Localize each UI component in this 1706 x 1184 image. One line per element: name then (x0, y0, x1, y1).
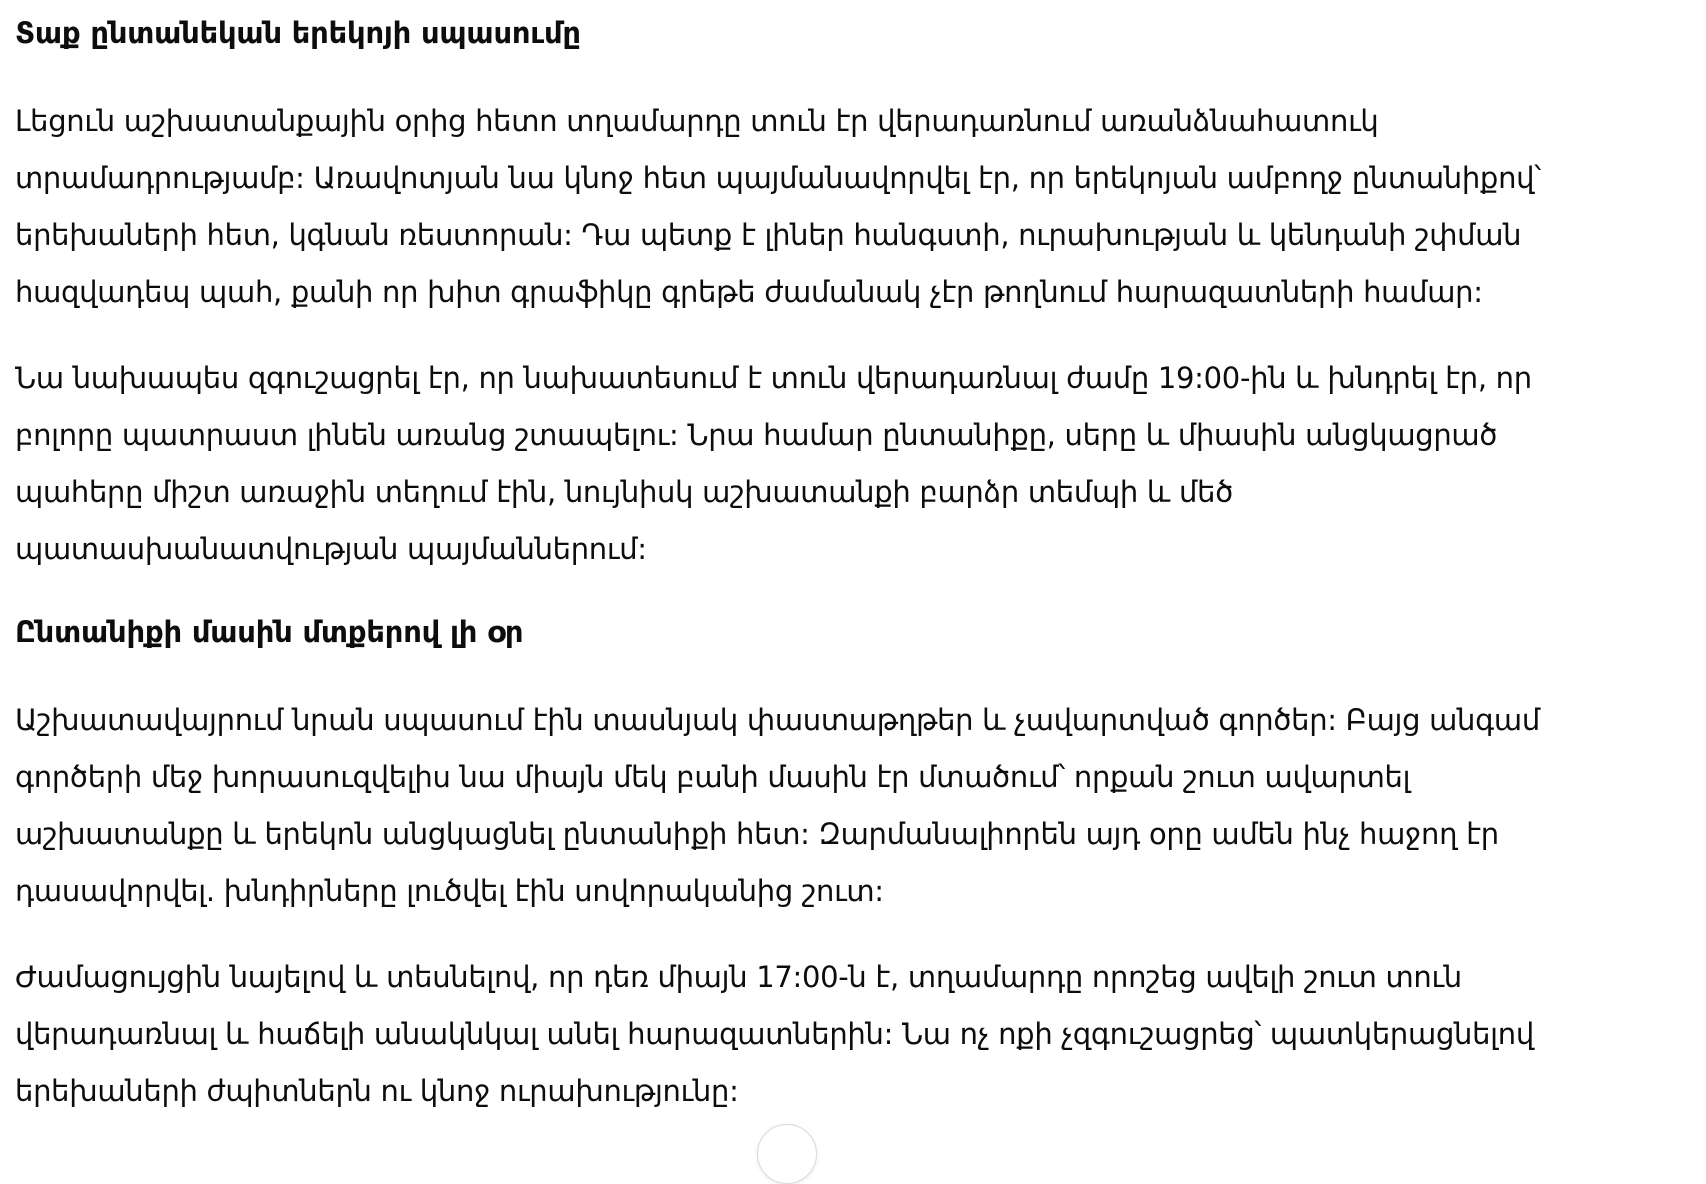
scroll-down-button[interactable] (757, 1124, 817, 1184)
article-body (15, 0, 1575, 1120)
section-heading-2: Ընտանիքի մասին մտքերով լի օր (15, 615, 524, 649)
section-heading-1: Տաք ընտանեկան երեկոյի սպասումը (15, 16, 581, 50)
paragraph-4: Ժամացույցին նայելով և տեսնելով, որ դեռ միայն 17:00-ն է, տղամարդը որոշեց ավելի շուտ տուն վերադառնալ և հաճելի անակնկալ անել հարազատներին: Նա ոչ ոքի չզգուշացրեց՝ պատկերացնելով երեխաների ժպիտներն ու կնոջ ուրախությունը: (15, 960, 1534, 1108)
paragraph-3: Աշխատավայրում նրան սպասում էին տասնյակ փաստաթղթեր և չավարտված գործեր: Բայց անգամ գործերի մեջ խորասուզվելիս նա միայն մեկ բանի մասին էր մտածում՝ որքան շուտ ավարտել աշխատանքը և երեկոն անցկացնել ընտանիքի հետ: Զարմանալիորեն այդ օրը ամեն ինչ հաջող էր դասավորվել. խնդիրները լուծվել էին սովորականից շուտ: (15, 703, 1540, 908)
paragraph-2: Նա նախապես զգուշացրել էր, որ նախատեսում է տուն վերադառնալ ժամը 19:00-ին և խնդրել էր, որ բոլորը պատրաստ լինեն առանց շտապելու: Նրա համար ընտանիքը, սերը և միասին անցկացրած պահերը միշտ առաջին տեղում էին, նույնիսկ աշխատանքի բարձր տեմպի և մեծ պատասխանատվության պայմաններում: (15, 361, 1532, 566)
paragraph-1: Լեցուն աշխատանքային օրից հետո տղամարդը տուն էր վերադառնում առանձնահատուկ տրամադրությամբ: Առավոտյան նա կնոջ հետ պայմանավորվել էր, որ երեկոյան ամբողջ ընտանիքով՝ երեխաների հետ, կգնան ռեստորան: Դա պետք է լիներ հանգստի, ուրախության և կենդանի շփման հազվադեպ պահ, քանի որ խիտ գրաֆիկը գրեթե ժամանակ չէր թողնում հարազատների համար: (15, 104, 1541, 309)
